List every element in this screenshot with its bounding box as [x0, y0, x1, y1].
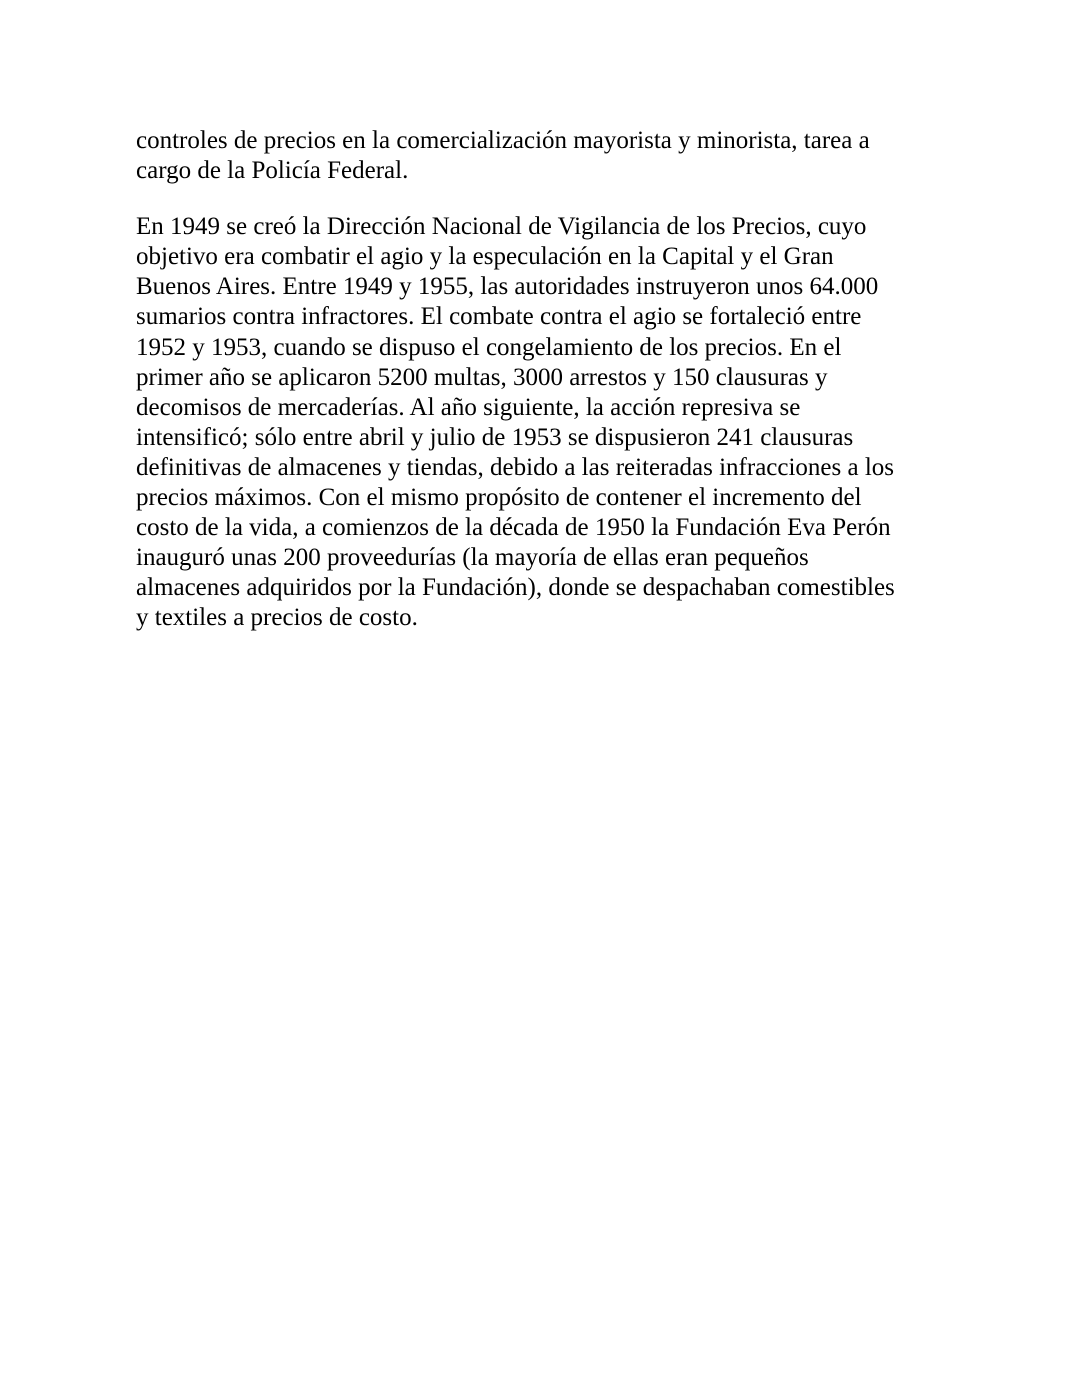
text-line: objetivo era combatir el agio y la especulación en la Capital y el Gran	[136, 243, 834, 271]
text-line: inauguró unas 200 proveedurías (la mayoría de ellas eran pequeños	[136, 544, 809, 572]
paragraph-2	[136, 212, 946, 633]
text-line: costo de la vida, a comienzos de la década de 1950 la Fundación Eva Perón	[136, 514, 891, 542]
text-line: almacenes adquiridos por la Fundación), donde se despachaban comestibles	[136, 574, 895, 602]
text-line: cargo de la Policía Federal.	[136, 157, 409, 185]
text-line: sumarios contra infractores. El combate contra el agio se fortaleció entre	[136, 303, 862, 331]
document-body	[136, 126, 946, 634]
paragraph-1	[136, 126, 946, 186]
text-line: y textiles a precios de costo.	[136, 604, 418, 632]
text-line: intensificó; sólo entre abril y julio de 1953 se dispusieron 241 clausuras	[136, 423, 854, 451]
text-line: Buenos Aires. Entre 1949 y 1955, las autoridades instruyeron unos 64.000	[136, 273, 879, 301]
text-line: definitivas de almacenes y tiendas, debido a las reiteradas infracciones a los	[136, 453, 895, 481]
text-line: En 1949 se creó la Dirección Nacional de Vigilancia de los Precios, cuyo	[136, 213, 867, 241]
text-line: decomisos de mercaderías. Al año siguiente, la acción represiva se	[136, 393, 801, 421]
text-line: controles de precios en la comercialización mayorista y minorista, tarea a	[136, 127, 870, 154]
text-line: precios máximos. Con el mismo propósito de contener el incremento del	[136, 484, 862, 512]
text-line: 1952 y 1953, cuando se dispuso el congelamiento de los precios. En el	[136, 333, 842, 361]
text-line: primer año se aplicaron 5200 multas, 3000 arrestos y 150 clausuras y	[136, 363, 828, 391]
